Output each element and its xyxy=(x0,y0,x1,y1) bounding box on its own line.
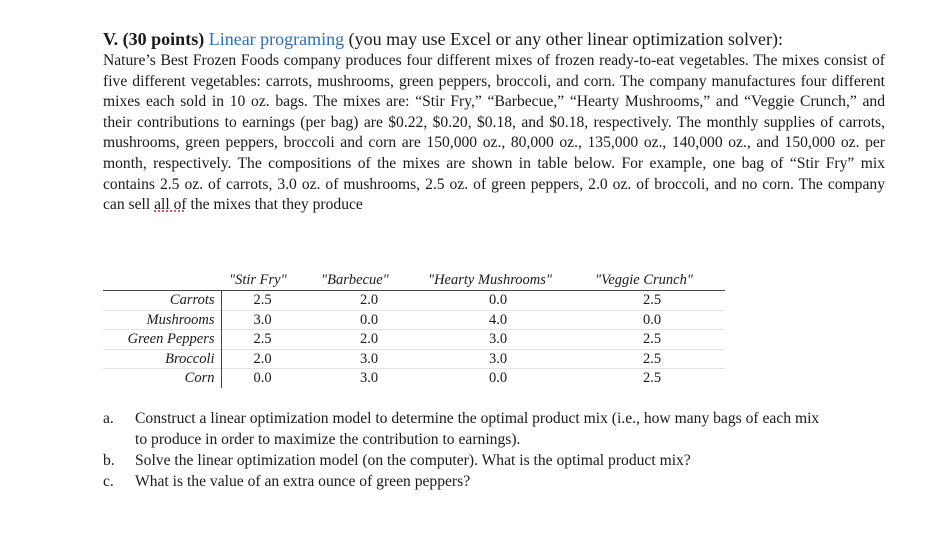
problem-body-underlined: all of xyxy=(154,196,187,214)
row-label: Corn xyxy=(103,369,221,388)
problem-statement xyxy=(103,28,885,216)
table-header-row xyxy=(103,270,725,291)
question-letter: c. xyxy=(103,473,114,490)
row-label: Green Peppers xyxy=(103,330,221,350)
question-item xyxy=(103,450,823,471)
table-cell: 0.0 xyxy=(424,369,593,388)
problem-number: V. (30 points) xyxy=(103,29,205,49)
composition-table-wrapper xyxy=(103,270,725,388)
question-text: Solve the linear optimization model (on the computer). What is the optimal product mix? xyxy=(135,452,691,469)
row-label: Mushrooms xyxy=(103,310,221,330)
column-header-hearty-mushrooms: "Hearty Mushrooms" xyxy=(424,270,593,291)
table-cell: 3.0 xyxy=(221,310,315,330)
table-row xyxy=(103,291,725,311)
row-label: Broccoli xyxy=(103,349,221,369)
table-cell: 3.0 xyxy=(424,330,593,350)
table-cell: 3.0 xyxy=(315,369,424,388)
question-item xyxy=(103,471,823,492)
table-cell: 2.5 xyxy=(593,330,725,350)
table-cell: 2.5 xyxy=(593,349,725,369)
composition-table xyxy=(103,270,725,388)
problem-topic: Linear programing xyxy=(208,29,345,49)
table-cell: 3.0 xyxy=(315,349,424,369)
table-cell: 3.0 xyxy=(424,349,593,369)
question-text: Construct a linear optimization model to determine the optimal product mix (i.e., how many bags of each mix to produce in order to maximize the contribution to earnings). xyxy=(135,410,820,448)
table-cell: 2.5 xyxy=(221,291,315,311)
table-cell: 2.5 xyxy=(593,369,725,388)
column-header-veggie-crunch: "Veggie Crunch" xyxy=(593,270,725,291)
question-list xyxy=(103,408,823,492)
table-cell: 2.5 xyxy=(593,291,725,311)
table-cell: 0.0 xyxy=(424,291,593,311)
table-cell: 2.0 xyxy=(315,291,424,311)
column-header-barbecue: "Barbecue" xyxy=(315,270,424,291)
problem-heading xyxy=(103,28,885,50)
problem-topic-note: (you may use Excel or any other linear optimization solver): xyxy=(348,29,784,49)
problem-body: Nature’s Best Frozen Foods company produces four different mixes of frozen ready-to-eat vegetables. The mixes consist of five different vegetables: carrots, mushrooms, green peppers, broccoli, and corn. The company manufactures four different mixes each sold in 10 oz. bags. The mixes are: “Stir Fry,” “Barbecue,” “Hearty Mushrooms,” and “Veggie Crunch,” and their contributions to earnings (per bag) are $0.22, $0.20, $0.18, and $0.18, respectively. The monthly supplies of carrots, mushrooms, green peppers, broccoli and corn are 150,000 oz., 80,000 oz., 135,000 oz., 140,000 oz., and 150,000 oz. per month, respectively. The compositions of the mixes are shown in table below. For example, one bag of “Stir Fry” mix contains 2.5 oz. of carrots, 3.0 oz. of mushrooms, 2.5 oz. of green peppers, 2.0 oz. of broccoli, and no corn. The company can sell xyxy=(103,52,885,214)
table-corner xyxy=(103,270,221,291)
table-cell: 0.0 xyxy=(221,369,315,388)
table-cell: 0.0 xyxy=(593,310,725,330)
table-row xyxy=(103,330,725,350)
question-letter: b. xyxy=(103,452,115,469)
problem-body-end: the mixes that they produce xyxy=(190,196,363,214)
table-row xyxy=(103,310,725,330)
table-row xyxy=(103,349,725,369)
question-letter: a. xyxy=(103,410,114,427)
row-label: Carrots xyxy=(103,291,221,311)
table-cell: 2.0 xyxy=(315,330,424,350)
column-header-stir-fry: "Stir Fry" xyxy=(221,270,315,291)
table-cell: 0.0 xyxy=(315,310,424,330)
question-text: What is the value of an extra ounce of green peppers? xyxy=(135,473,471,490)
table-cell: 4.0 xyxy=(424,310,593,330)
question-item xyxy=(103,408,823,450)
table-row xyxy=(103,369,725,388)
table-cell: 2.5 xyxy=(221,330,315,350)
table-cell: 2.0 xyxy=(221,349,315,369)
